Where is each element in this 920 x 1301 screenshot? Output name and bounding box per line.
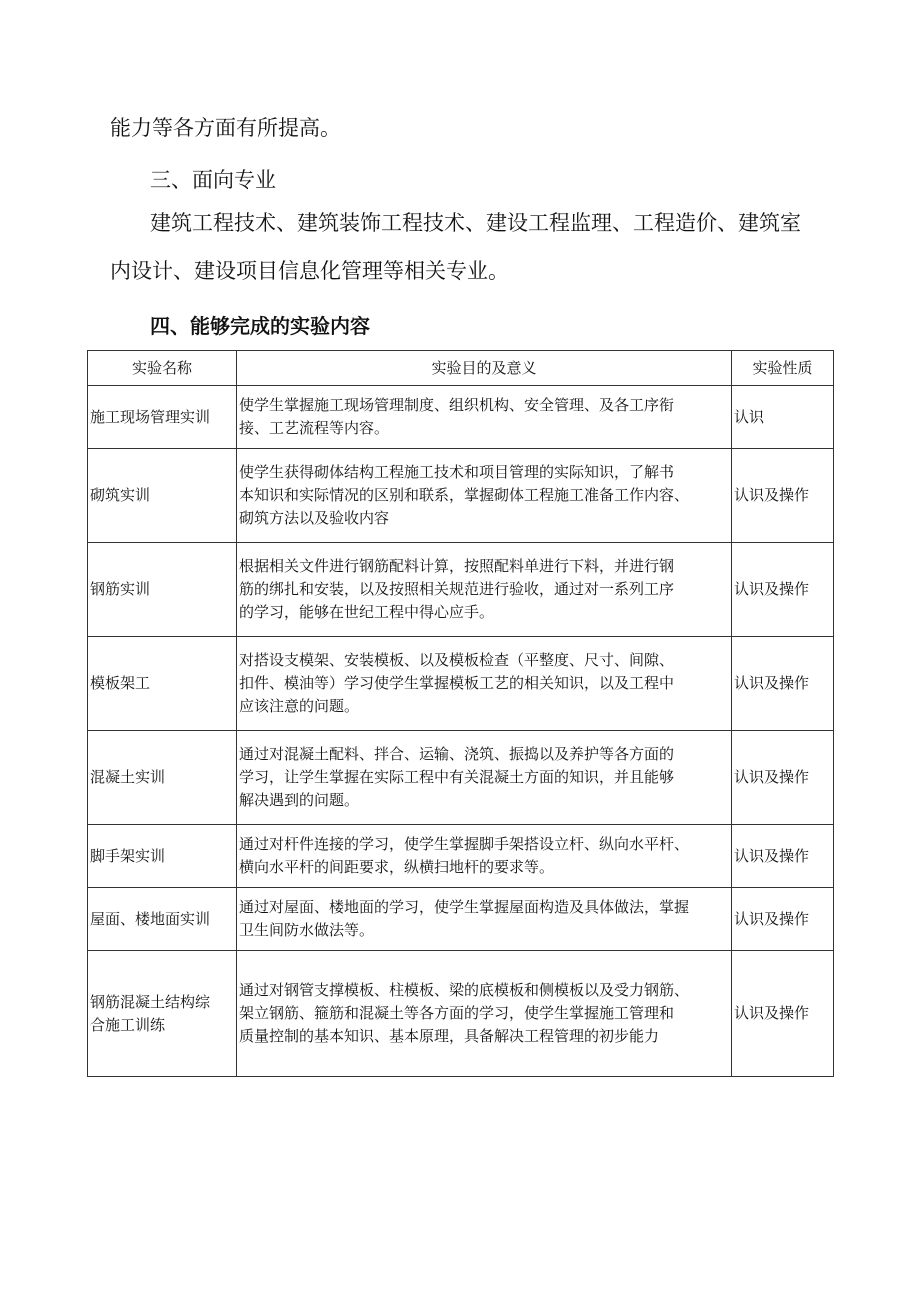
experiment-name-cell	[88, 951, 237, 1077]
experiments-table	[87, 350, 834, 1077]
experiment-nature-cell: 认识及操作	[732, 951, 834, 1077]
header-nature: 实验性质	[732, 351, 834, 386]
experiment-name-cell	[88, 888, 237, 951]
experiment-name-line: 模板架工	[90, 674, 151, 692]
header-purpose: 实验目的及意义	[237, 351, 732, 386]
experiment-purpose-line: 接、工艺流程等内容。	[239, 419, 390, 437]
paragraph-intro-end: 能力等各方面有所提高。	[110, 116, 341, 140]
experiment-nature-cell: 认识及操作	[732, 888, 834, 951]
experiment-purpose-line: 解决遇到的问题。	[239, 791, 360, 809]
table-row	[88, 543, 834, 637]
table-row	[88, 637, 834, 731]
experiment-nature-cell: 认识及操作	[732, 449, 834, 543]
experiment-purpose-line: 使学生掌握施工现场管理制度、组织机构、安全管理、及各工序衔	[239, 396, 675, 414]
experiment-name-cell	[88, 825, 237, 888]
experiment-name-line: 合施工训练	[90, 1015, 166, 1034]
table-row	[88, 449, 834, 543]
experiment-purpose-cell	[237, 386, 732, 449]
experiment-purpose-line: 扣件、模油等）学习使学生掌握模板工艺的相关知识，以及工程中	[239, 674, 675, 692]
experiment-name-cell	[88, 543, 237, 637]
experiment-purpose-cell	[237, 543, 732, 637]
experiment-purpose-line: 应该注意的问题。	[239, 697, 360, 715]
table-row	[88, 888, 834, 951]
section-heading-experiments: 四、能够完成的实验内容	[150, 314, 370, 338]
paragraph-majors-line2: 内设计、建设项目信息化管理等相关专业。	[110, 259, 509, 283]
header-name: 实验名称	[88, 351, 237, 386]
experiment-purpose-line: 横向水平杆的间距要求，纵横扫地杆的要求等。	[239, 858, 555, 876]
experiment-name-cell	[88, 386, 237, 449]
paragraph-majors-line1: 建筑工程技术、建筑装饰工程技术、建设工程监理、工程造价、建筑室	[150, 211, 801, 235]
experiment-purpose-cell	[237, 637, 732, 731]
experiment-name-line: 混凝土实训	[90, 768, 166, 786]
table-body	[88, 386, 834, 1077]
experiment-name-line: 屋面、楼地面实训	[90, 909, 211, 928]
experiment-purpose-cell	[237, 449, 732, 543]
experiment-purpose-line: 的学习，能够在世纪工程中得心应手。	[239, 603, 495, 621]
section-heading-majors: 三、面向专业	[150, 168, 276, 192]
experiment-nature-cell: 认识及操作	[732, 731, 834, 825]
experiment-name-line: 钢筋混凝土结构综	[90, 992, 211, 1011]
experiment-name-cell	[88, 449, 237, 543]
experiment-purpose-line: 通过对混凝土配料、拌合、运输、浇筑、振捣以及养护等各方面的	[239, 745, 675, 763]
experiment-purpose-line: 通过对屋面、楼地面的学习，使学生掌握屋面构造及具体做法，掌握	[239, 898, 690, 916]
table-row	[88, 386, 834, 449]
table-row	[88, 825, 834, 888]
experiment-purpose-line: 砌筑方法以及验收内容	[239, 509, 390, 527]
experiment-purpose-line: 本知识和实际情况的区别和联系，掌握砌体工程施工准备工作内容、	[239, 486, 690, 504]
experiment-purpose-line: 根据相关文件进行钢筋配料计算，按照配料单进行下料，并进行钢	[239, 557, 675, 575]
experiment-purpose-line: 通过对杆件连接的学习，使学生掌握脚手架搭设立杆、纵向水平杆、	[239, 835, 690, 853]
table-row	[88, 951, 834, 1077]
experiment-purpose-cell	[237, 825, 732, 888]
experiment-name-line: 砌筑实训	[90, 486, 151, 504]
table-row	[88, 731, 834, 825]
experiment-name-cell	[88, 637, 237, 731]
experiment-purpose-line: 质量控制的基本知识、基本原理，具备解决工程管理的初步能力	[239, 1027, 660, 1045]
table-header-row	[88, 351, 834, 386]
experiment-purpose-cell	[237, 888, 732, 951]
experiment-nature-cell: 认识及操作	[732, 825, 834, 888]
experiment-purpose-line: 通过对钢管支撑模板、柱模板、梁的底模板和侧模板以及受力钢筋、	[239, 981, 690, 999]
experiment-nature-cell: 认识及操作	[732, 543, 834, 637]
experiment-nature-cell: 认识	[732, 386, 834, 449]
experiment-purpose-line: 卫生间防水做法等。	[239, 921, 375, 939]
experiment-purpose-line: 使学生获得砌体结构工程施工技术和项目管理的实际知识，了解书	[239, 463, 675, 481]
experiment-purpose-line: 对搭设支模架、安装模板、以及模板检查（平整度、尺寸、间隙、	[239, 651, 675, 669]
experiment-name-line: 施工现场管理实训	[90, 407, 211, 426]
experiment-purpose-line: 架立钢筋、箍筋和混凝土等各方面的学习，使学生掌握施工管理和	[239, 1004, 675, 1022]
experiment-nature-cell: 认识及操作	[732, 637, 834, 731]
experiment-name-cell	[88, 731, 237, 825]
experiment-purpose-line: 学习，让学生掌握在实际工程中有关混凝土方面的知识，并且能够	[239, 768, 675, 786]
experiment-name-line: 脚手架实训	[90, 846, 166, 865]
experiment-name-line: 钢筋实训	[90, 580, 151, 598]
experiment-purpose-cell	[237, 731, 732, 825]
experiment-purpose-cell	[237, 951, 732, 1077]
experiment-purpose-line: 筋的绑扎和安装，以及按照相关规范进行验收，通过对一系列工序	[239, 580, 675, 598]
